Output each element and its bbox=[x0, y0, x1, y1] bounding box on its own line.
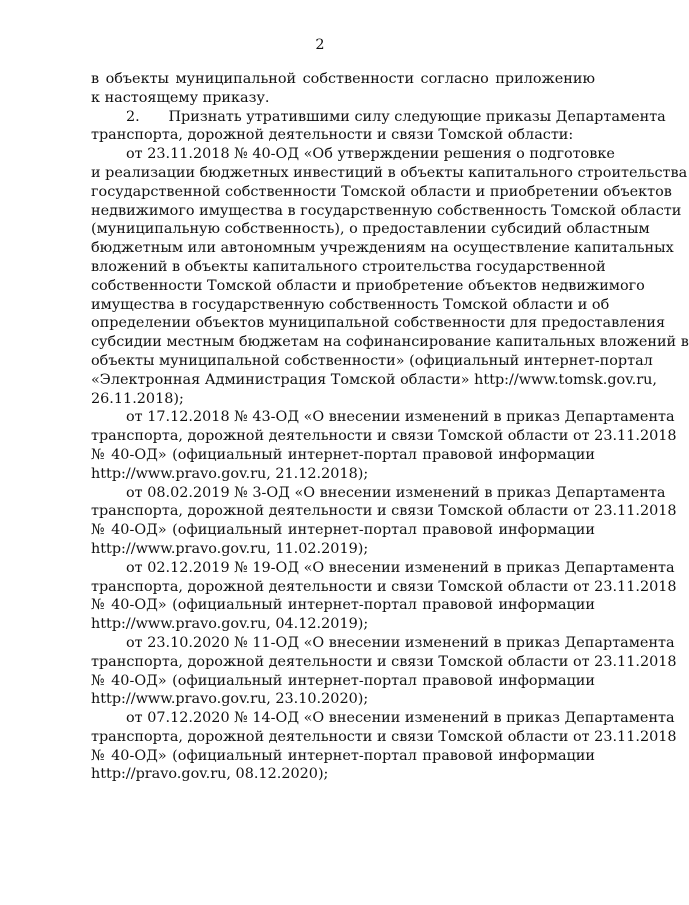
text-line: определении объектов муниципальной собственности для предоставления bbox=[91, 315, 666, 332]
text-line: http://www.pravo.gov.ru, 11.02.2019); bbox=[91, 540, 369, 557]
text-line: субсидии местным бюджетам на софинансирование капитальных вложений в bbox=[91, 334, 689, 351]
text-line: 26.11.2018); bbox=[91, 390, 184, 407]
text-line: транспорта, дорожной деятельности и связи Томской области от 23.11.2018 bbox=[91, 653, 677, 670]
text-line: к настоящему приказу. bbox=[91, 89, 270, 106]
text-line: «Электронная Администрация Томской области» http://www.tomsk.gov.ru, bbox=[91, 371, 657, 388]
text-line: транспорта, дорожной деятельности и связи Томской области от 23.11.2018 bbox=[91, 428, 677, 445]
page-number: 2 bbox=[315, 37, 325, 53]
text-line: http://pravo.gov.ru, 08.12.2020); bbox=[91, 766, 329, 783]
text-line: (муниципальную собственность), о предоставлении субсидий областным bbox=[91, 221, 650, 238]
text-line: от 23.10.2020 № 11-ОД «О внесении изменений в приказ Департамента bbox=[126, 634, 675, 651]
text-line: объекты муниципальной собственности» (официальный интернет-портал bbox=[91, 352, 653, 369]
text-line: от 23.11.2018 № 40-ОД «Об утверждении решения о подготовке bbox=[126, 146, 615, 163]
text-line: http://www.pravo.gov.ru, 04.12.2019); bbox=[91, 616, 369, 633]
text-line: недвижимого имущества в государственную собственность Томской области bbox=[91, 202, 682, 219]
text-line: транспорта, дорожной деятельности и связи Томской области от 23.11.2018 bbox=[91, 503, 677, 520]
text-line: государственной собственности Томской области и приобретении объектов bbox=[91, 183, 672, 200]
text-line: № 40-ОД» (официальный интернет-портал правовой информации bbox=[91, 672, 595, 689]
text-line: http://www.pravo.gov.ru, 23.10.2020); bbox=[91, 691, 369, 708]
text-line: № 40-ОД» (официальный интернет-портал правовой информации bbox=[91, 522, 595, 539]
document-body bbox=[91, 70, 689, 784]
text-line: транспорта, дорожной деятельности и связи Томской области: bbox=[91, 127, 574, 144]
text-line: вложений в объекты капитального строительства государственной bbox=[91, 258, 606, 275]
text-line: http://www.pravo.gov.ru, 21.12.2018); bbox=[91, 465, 369, 482]
text-line: от 07.12.2020 № 14-ОД «О внесении изменений в приказ Департамента bbox=[126, 710, 675, 727]
text-line: бюджетным или автономным учреждениям на осуществление капитальных bbox=[91, 240, 674, 257]
text-line: и реализации бюджетных инвестиций в объекты капитального строительства bbox=[91, 164, 688, 181]
text-line: № 40-ОД» (официальный интернет-портал правовой информации bbox=[91, 747, 595, 764]
text-line: № 40-ОД» (официальный интернет-портал правовой информации bbox=[91, 446, 595, 463]
text-line: от 17.12.2018 № 43-ОД «О внесении изменений в приказ Департамента bbox=[126, 409, 675, 426]
text-line: транспорта, дорожной деятельности и связи Томской области от 23.11.2018 bbox=[91, 578, 677, 595]
text-line: в объекты муниципальной собственности согласно приложению bbox=[91, 71, 595, 87]
text-line: от 02.12.2019 № 19-ОД «О внесении изменений в приказ Департамента bbox=[126, 559, 675, 576]
text-line: от 08.02.2019 № 3-ОД «О внесении изменений в приказ Департамента bbox=[126, 484, 666, 501]
text-line: собственности Томской области и приобретение объектов недвижимого bbox=[91, 277, 645, 294]
text-line: 2. Признать утратившими силу следующие приказы Департамента bbox=[126, 108, 666, 125]
text-line: транспорта, дорожной деятельности и связи Томской области от 23.11.2018 bbox=[91, 728, 677, 745]
text-line: имущества в государственную собственность Томской области и об bbox=[91, 296, 610, 313]
text-line: № 40-ОД» (официальный интернет-портал правовой информации bbox=[91, 597, 595, 614]
